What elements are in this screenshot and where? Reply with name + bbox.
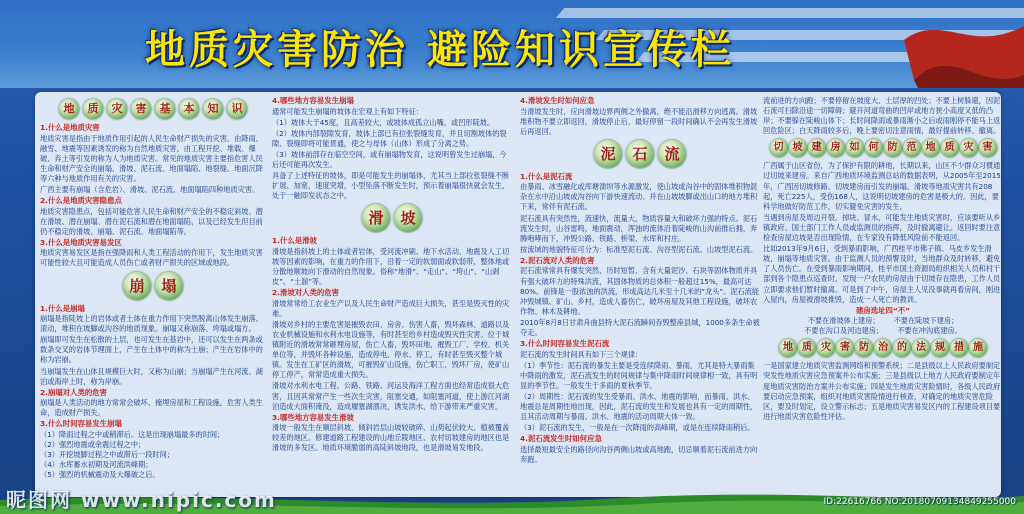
section-block: [763, 96, 1003, 136]
section-block: [763, 244, 1003, 305]
section-text: 由暴雨、冰雪融化或库塘溃坝等水源激发，使山坡或沟谷中的固体堆积物混杂在水中沿山坡或沟谷向下游快速流动、并在山坡坡脚或出山口的地方堆积下来，常伴有泥石流。: [520, 182, 758, 212]
banner-char: 房: [827, 139, 845, 157]
section-heading: 4.滑坡发生时如何应急: [520, 96, 595, 105]
section-text: 崩塌是指陡坡上的岩体或者土体在重力作用下突然脱离山体发生崩落、滚动，堆积在坡脚或沟谷的地质现象。崩塌又称崩落、垮塌或塌方。: [40, 314, 263, 334]
banner-landslide: [272, 204, 512, 232]
section-text: 泥石流的发生时间具有如下三个规律：: [520, 349, 643, 359]
section-heading: 2.泥石流对人类的危害: [520, 255, 595, 265]
banner-char: 防: [884, 139, 902, 157]
banner-char: 塌: [155, 272, 183, 300]
section-text: （3）泥石流的发生，一般是在一次降雨的高峰期，或是在连续降雨稍后。: [520, 423, 755, 433]
section-text: 一是国家建立地质灾害监测网络和预警系统；二是县级以上人民政府要制定突发性地质灾害应急预案并公布实施；三是县级以上地方人民政府要制定年度地质灾害防治方案并公布实施；四是发生地质灾害险情时，各级人民政府要启动应急预案，组织对地质灾害险情进行核查，对确定的地质灾害危险区，要及时划定，设立警示标志；五是地质灾害易发区内的工程建设项目要进行地质灾害危险性评估。: [763, 361, 1001, 421]
column-4: [763, 96, 1003, 496]
section-block: [272, 320, 512, 381]
section-block: [272, 96, 512, 117]
banner-char: 地: [922, 139, 940, 157]
banner-char: 害: [836, 339, 854, 357]
section-heading: 3.什么时间容易发生泥石流: [520, 339, 610, 349]
banner-char: 质: [798, 339, 816, 357]
section-block: [520, 256, 760, 317]
section-block: [272, 236, 512, 287]
section-heading: 3.什么是地质灾害易发区: [40, 237, 122, 247]
section-block: [520, 434, 760, 465]
section-text: （1）坡体大于45度，且高差较大，或坡体成孤立山嘴，或凹形陡坡。: [272, 117, 495, 127]
banner-char: 施: [969, 339, 987, 357]
banner-char: 切: [770, 139, 788, 157]
section-text: （3）坡体前部存在临空空间，或有崩塌物发育，这说明曾发生过崩塌，今后还可能再次发生。: [272, 149, 507, 169]
banner-char: 措: [950, 339, 968, 357]
section-text: 广西属于山区省份，为了保护有限的耕地，长期以来，山区不少群众习惯通过切坡来建房。来自广西地质环境监测总站的数据表明，从2005年至2015年，广西因切坡修路、切坡建房而引发的崩塌、滑坡等地质灾害共有208起，死亡225人，受伤168人，这说明切坡建房的危害是极大的。因此，要科学地做好防范工作，切实避免灾害的发生。: [763, 161, 1001, 211]
section-block: [40, 335, 266, 365]
section-block: [272, 381, 512, 411]
banner-char: 质: [941, 139, 959, 157]
section-block: [520, 361, 760, 391]
section-block: [520, 245, 760, 255]
section-heading: 4.哪些地方容易发生崩塌: [272, 96, 354, 105]
section-text: 当滑坡发生时，应向滑坡边界两侧之外撤离，绝不能沿滑移方向逃离。滑坡堆积物不要立即返回，滑坡停止后，最好停留一段时间确认不会再发生滑坡后再返回。: [520, 106, 758, 136]
section-block: [520, 392, 760, 422]
section-text: 滑坡对乡村的主要危害是摧毁农田、房舍、伤害人畜，毁坏森林、道路以及农业机械设施和水利水电设施等，有时甚至给乡村造成毁灭性灾害。位于城镇附近的滑坡常常砸埋房屋，伤亡人畜，毁坏田地，摧毁工厂、学校、机关单位等，并毁坏各种设施，造成停电、停水、停工，有时甚至毁灭整个城镇。发生在工矿区的滑坡，可摧毁矿山设施，伤亡职工，毁坏厂房，使矿山停工停产，常常造成重大损失。: [272, 319, 510, 380]
two-no-item: 不要在沟口及河边建房；: [804, 326, 884, 336]
section-block: [40, 238, 266, 269]
banner-char: 规: [931, 339, 949, 357]
banner-char: 滑: [362, 204, 390, 232]
section-block: [763, 361, 1003, 422]
section-block: [763, 213, 1003, 243]
two-no-box: [763, 306, 1003, 337]
column-2: [272, 96, 512, 496]
section-text: 按流域的地貌特征可分为：标准型泥石流、沟谷型泥石流、山坡型泥石流。: [520, 244, 758, 254]
two-no-title: 建房选址四“不”: [855, 305, 911, 315]
section-block: [520, 423, 760, 433]
banner-char: 知: [203, 99, 223, 119]
section-text: 崩塌是人类活动的地方常常会破坏、掩埋房屋和工程设施，危害人类生命，造成财产损失。: [40, 398, 263, 418]
banner-char: 范: [903, 139, 921, 157]
banner-char: 害: [979, 139, 997, 157]
section-text: 泥石流常常具有爆发突然、历时短暂、含有大量泥沙、石块等固体物质并具有强大破坏力的特殊洪流，其固体物质的总体积一般超过15%，最高可达80%。前锋是一股浓浊的洪流，形成高达几米至十几米的“龙头”。泥石流能冲毁城镇、矿山、乡村，造成人畜伤亡，破坏房屋及其他工程设施，破坏农作物、林木及耕地。: [520, 266, 760, 316]
section-block: [40, 367, 266, 387]
banner-char: 灾: [107, 99, 127, 119]
section-text: （1）季节性：泥石流的暴发主要是受连续降雨、暴雨，尤其是特大暴雨集中降雨的激发，泥石流发生的时间规律与集中降雨时间规律相一致，具有明显的季节性。一般发生于多雨的夏秋季节。: [520, 360, 758, 390]
section-block: [40, 123, 266, 184]
section-text: 滑坡常常给工农业生产以及人民生命财产造成巨大损失，甚至是毁灭性的灾难。: [272, 298, 510, 318]
section-block: [40, 388, 266, 419]
banner-char: 灾: [817, 339, 835, 357]
section-block: [272, 150, 512, 170]
section-heading: 2.滑坡对人类的危害: [272, 288, 340, 298]
section-block: [763, 161, 1003, 211]
section-heading: 4.泥石流发生时如何应急: [520, 434, 602, 444]
banner-char: 地: [59, 99, 79, 119]
section-heading: 1.什么是滑坡: [272, 236, 317, 246]
banner-char: 本: [179, 99, 199, 119]
section-text: （2）周期性：泥石流的发生受暴雨、洪水、地震的影响，而暴雨、洪水、地震总是周期性地出现，因此，泥石流的发生和发展也具有一定的周期性，且其活动周期与暴雨、洪水、地震的活动周期大体一致。: [520, 391, 758, 422]
section-text: 广西主要有崩塌（含危岩）、滑坡、泥石流、地面塌陷四种地质灾害。: [40, 184, 260, 194]
section-text: 滑坡一般发生在顺层斜坡、倾斜岩层山坡较破碎、山势起伏较大、植被覆盖较差的地区。修建道路工程建设的山地丘陵地区、农村切坡建房的地区也是滑坡的多发区。地质环境脆弱的高陡斜坡地段，也是滑坡易发地段。: [272, 423, 510, 453]
two-no-item: 不要在陡坡下建房；: [893, 316, 959, 326]
section-block: [272, 413, 512, 454]
banner-collapse: [40, 272, 266, 300]
banner-char: 害: [131, 99, 151, 119]
banner-char: 坡: [394, 204, 422, 232]
section-text: 比如2013年9月6日，受到暴雨影响，广西桂平市佛子镇、马皮乡发生滑坡，崩塌等地质灾害。由于监测人员的预警及时，当地群众及时转移，避免了人员伤亡。在受到暴雨影响期间，桂平市国土资源局组织相关人员和村干部到各个隐患点巡查时，发现一户农民的房屋由于切坡存在隐患，工作人员立即要求他们暂时撤离。可是到了中午，房屋主人见没事就再看房间，刚进入屋内，房屋被滑坡推毁，造成一人死亡的教训。: [763, 244, 1001, 304]
section-text: 崩塌即可发生在松散的土层，也可发生在基岩中，还可以发生在两条或数条交叉的岩体节理面上，产生在土体中的称为土崩；产生在岩体中的称为岩崩。: [40, 335, 263, 365]
section-block: [40, 185, 266, 195]
section-text: 流前进的方向跑；不要停留在坡度大、土层厚的凹处；不要上树躲避，因泥石流可扫除沿途一切障碍；避开河道弯曲的凹岸或地方狭小高度又低的凸岸；不要躲在陡峻山体下；长时间降雨或暴雨渐小之后或雨刚停不能马上返回危险区；白天降雨较多后，晚上要密切注意雨情，最好提前转移、撤离。: [763, 96, 1001, 136]
section-block: [520, 172, 760, 213]
section-block: [272, 118, 512, 128]
watermark-right: ID:22616766 NO:20180709134849255000: [823, 497, 1016, 507]
section-text: 具备了上述特征的坡体，即是可能发生的崩塌体，尤其当上部拉张裂缝不断扩展、加宽，速度突增，小型坠落不断发生时，预示着崩塌很快就会发生，处于一触即发状态之中。: [272, 171, 510, 201]
column-3: [520, 96, 760, 496]
section-text: 地质灾害是指由于地质作用引起的人民生命财产损失的灾害。由降雨、融雪、地震等因素诱发的称为自然地质灾害，由工程开挖、堆载、爆破、弃土等引发的称为人为地质灾害。常见的地质灾害主要指危害人民生命和财产安全的崩塌、滑坡、泥石流、地面塌陷、地裂缝、地面沉降等六种与地质作用有关的灾害。: [40, 133, 263, 183]
banner-char: 防: [855, 339, 873, 357]
banner-debris-flow: [520, 140, 760, 168]
section-block: [520, 318, 760, 338]
section-block: [272, 171, 512, 201]
section-text: （1）降雨过程之中或稍滞后。这是出现崩塌最多的时间； （2）强烈地震或余震过程之中； （3）开挖坡脚过程之中或滞后一段时间； （4）水库蓄水初期及河流洪峰期； （5）强烈的机械震动及大爆破之后。: [40, 429, 225, 480]
column-1: [40, 96, 266, 496]
section-block: [272, 288, 512, 319]
section-block: [520, 339, 760, 360]
section-text: 滑坡是指斜坡上的土体或者岩体，受河流冲刷、地下水活动、地震及人工切坡等因素的影响，在重力的作用下，沿着一定的软弱面或软弱带，整体地或分散地顺坡向下滑动的自然现象。俗称“地滑”、“走山”、“垮山”、“山剥皮”、“土溜”等。: [272, 246, 510, 287]
banner-char: 基: [155, 99, 175, 119]
banner-char: 建: [808, 139, 826, 157]
banner-char: 何: [865, 139, 883, 157]
banner-char: 治: [874, 339, 892, 357]
two-no-item: 不要在冲沟底建房。: [897, 326, 962, 336]
banner-char: 坡: [789, 139, 807, 157]
section-heading: 1.什么是地质灾害: [40, 123, 100, 132]
section-text: 当遇到房屋及周边开裂、掉块、冒水，可能发生地质灾害时，应该要听从乡镇政府、国土部门工作人员或监测员的指挥，及时撤离避让。返回时要注意检查房屋边坡是否出现险情，在专家没有降低风险前不能返回。: [763, 212, 1001, 243]
section-text: 地质灾害易发区是指在强降雨和人类工程活动的作用下，发生地质灾害可能性较大且可能造成人员伤亡或者财产损失的区域或地段。: [40, 248, 263, 268]
section-text: 泥石流具有突然性，流速快，流量大，物质容量大和破坏力强的特点。泥石流发生时，山谷雷鸣，地面震动，浑浊的流体沿着陡峻的山沟前推后拥，奔腾咆哮而下，冲毁公路、铁路、桥梁、水库和村庄。: [520, 213, 758, 243]
section-heading: 3.什么时间容易发生崩塌: [40, 419, 122, 429]
section-block: [272, 129, 512, 149]
section-block: [40, 304, 266, 335]
section-block: [40, 196, 266, 237]
two-no-list: [763, 316, 1003, 336]
section-text: 2010年8月8日甘肃舟曲县特大泥石流瞬间吞毁整座县城，1000多条生命被夺走。: [520, 317, 760, 337]
banner-char: 如: [846, 139, 864, 157]
section-text: （2）坡体内部裂隙发育，坡体上部已有拉张裂缝发育，并且切割坡体的裂隙、裂缝即将可能贯通，使之与母体（山体）形成了分离之势。: [272, 128, 507, 148]
section-text: 滑坡对水利水电工程、公路、铁路、河运及海洋工程方面也经常造成很大危害，且因其常常产生一些次生灾害，阻塞交通，如阻塞河道，使上游江河湖泊造成大面积淹没，造成堰塞湖溃决，诱发洪水，给下游带来严重灾害。: [272, 381, 510, 411]
banner-char: 石: [626, 140, 654, 168]
watermark-left: 昵图网 www.nipic.com: [6, 488, 277, 512]
banner-char: 流: [658, 140, 686, 168]
banner-char: 地: [779, 339, 797, 357]
red-ribbon-icon: [884, 0, 1024, 88]
banner-geo-basics: [40, 99, 266, 119]
two-no-item: 不要在滑坡体上建房；: [807, 316, 880, 326]
section-block: [520, 96, 760, 137]
section-text: 地质灾害隐患点，包括可能危害人民生命和财产安全的不稳定斜坡、潜在滑坡、潜在崩塌、潜在泥石流和潜在地面塌陷，以及已经发生但目前仍不稳定的滑坡、崩塌、泥石流、地面塌陷等。: [40, 206, 263, 236]
banner-regulations: [763, 339, 1003, 357]
section-heading: 1.什么是泥石流: [520, 171, 573, 181]
banner-slope-housing: [763, 139, 1003, 157]
section-text: 当崩塌发生在山体且规模巨大时，又称为山崩；当崩塌产生在河流、湖泊或海岸上时，称为岸崩。: [40, 366, 263, 386]
page-title: 地质灾害防治 避险知识宣传栏: [145, 27, 735, 73]
banner-char: 崩: [123, 272, 151, 300]
banner-char: 法: [912, 339, 930, 357]
banner-char: 的: [893, 339, 911, 357]
banner-char: 质: [83, 99, 103, 119]
banner-char: 泥: [594, 140, 622, 168]
banner-char: 识: [227, 99, 247, 119]
section-text: 选择最短最安全的路径向沟谷两侧山坡或高地跑，切忌顺着泥石流前进方向奔跑。: [520, 444, 758, 464]
section-text: 通常可能发生崩塌的坡体在宏观上有如下特征：: [272, 106, 423, 116]
section-heading: 2.什么是地质灾害隐患点: [40, 196, 122, 206]
banner-char: 灾: [960, 139, 978, 157]
section-heading: 1.什么是崩塌: [40, 303, 85, 313]
section-heading: 3.哪些地方容易发生滑坡: [272, 412, 354, 422]
section-heading: 2.崩塌对人类的危害: [40, 387, 108, 397]
section-block: [40, 419, 266, 480]
section-block: [520, 214, 760, 244]
header: [0, 0, 1024, 88]
